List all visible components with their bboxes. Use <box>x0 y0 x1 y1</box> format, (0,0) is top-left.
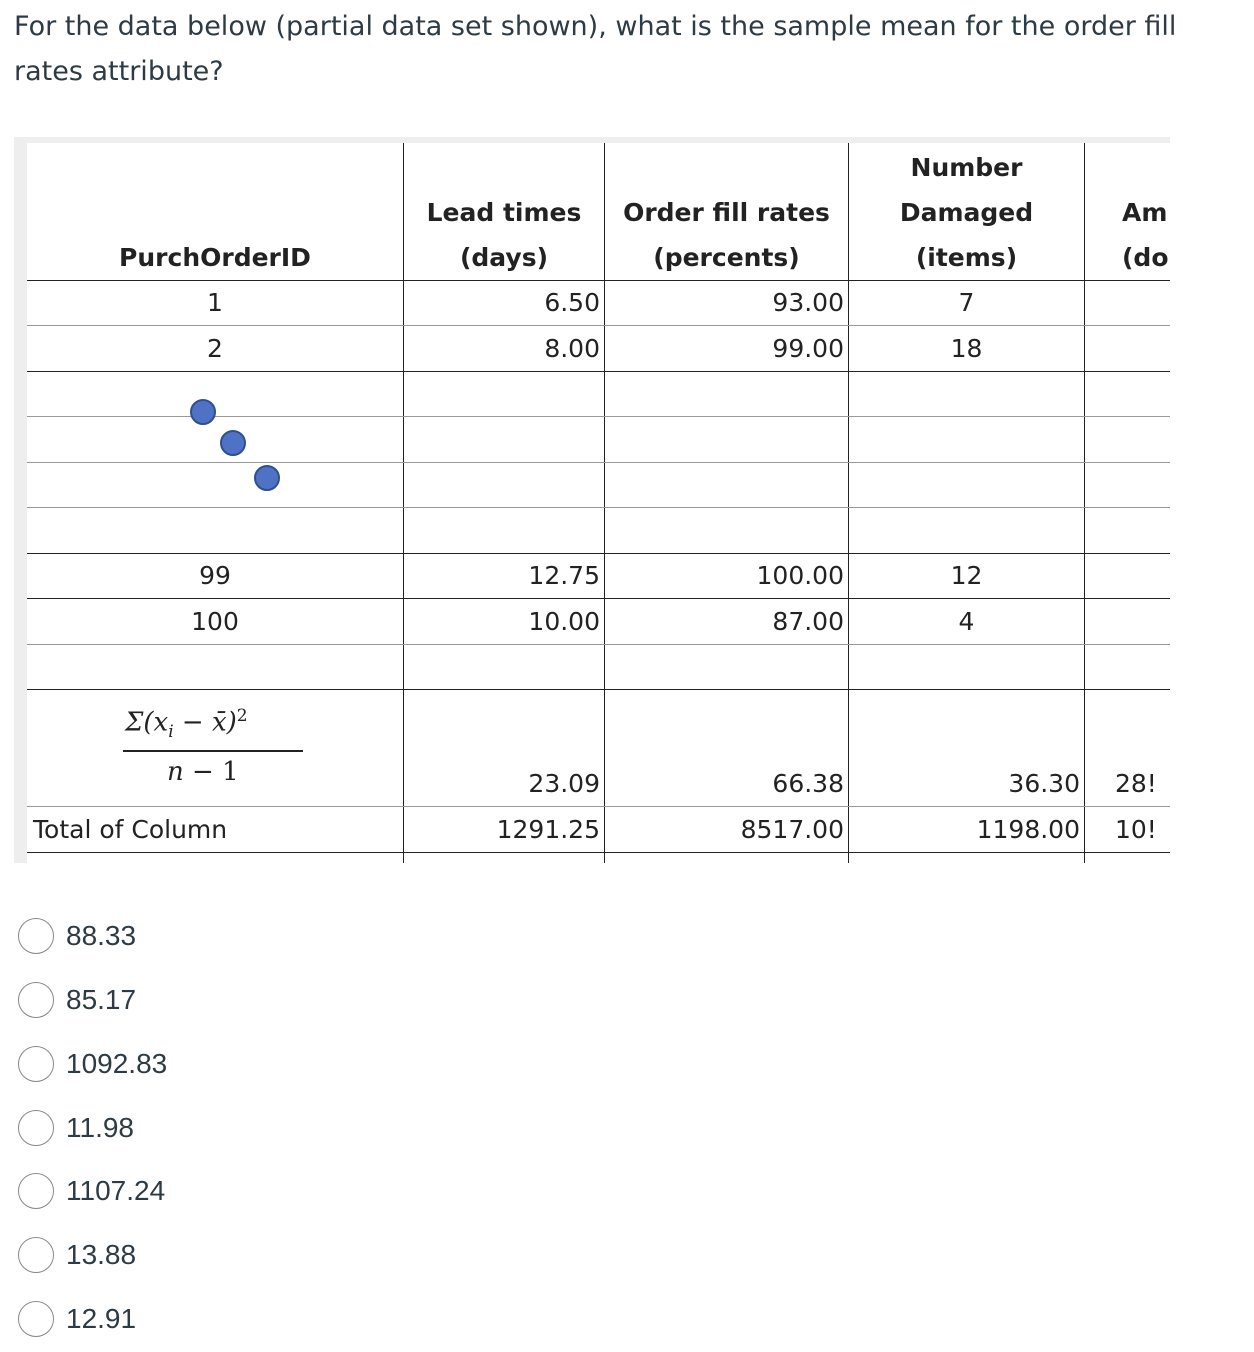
row-divider <box>27 598 1170 599</box>
radio-button[interactable] <box>18 1237 54 1273</box>
answer-option[interactable] <box>18 1166 165 1216</box>
cell-damaged: 12 <box>950 561 983 590</box>
answer-option[interactable] <box>18 1039 167 1089</box>
ellipsis-dot <box>220 430 246 456</box>
cell-fill: 87.00 <box>772 607 844 636</box>
header-order-fill-rates: Order fill rates <box>623 198 830 227</box>
answer-option-label: 13.88 <box>66 1239 137 1270</box>
answer-option[interactable] <box>18 1230 136 1280</box>
cell-damaged: 7 <box>958 288 975 317</box>
row-divider <box>27 280 1170 281</box>
row-divider <box>27 507 1170 508</box>
answer-option-label: 12.91 <box>66 1303 137 1334</box>
row-divider <box>27 644 1170 645</box>
ellipsis-dot <box>254 465 280 491</box>
radio-button[interactable] <box>18 1110 54 1146</box>
cell-lead: 8.00 <box>544 334 600 363</box>
col-divider <box>1084 143 1085 863</box>
radio-button[interactable] <box>18 918 54 954</box>
row-divider <box>27 553 1170 554</box>
cell-lead: 10.00 <box>528 607 600 636</box>
row-divider <box>27 371 1170 372</box>
variance-formula-denominator: n − 1 <box>167 757 239 787</box>
cell-lead: 12.75 <box>528 561 600 590</box>
header-lead-times: Lead times <box>426 198 582 227</box>
variance-formula-numerator: $\Sigma(x_i$ − x̄)$^2$ <box>125 706 248 742</box>
header-purchorderid: PurchOrderID <box>119 243 311 272</box>
radio-button[interactable] <box>18 982 54 1018</box>
answer-option[interactable] <box>18 975 136 1025</box>
answer-option[interactable] <box>18 1294 136 1344</box>
radio-button[interactable] <box>18 1301 54 1337</box>
row-divider <box>27 689 1170 690</box>
cell-id: 1 <box>207 288 223 317</box>
cell-id: 2 <box>207 334 223 363</box>
variance-damaged: 36.30 <box>1008 769 1080 798</box>
fraction-bar <box>123 750 303 752</box>
question-text: For the data below (partial data set shown), what is the sample mean for the order fill rates attribute? <box>14 11 1177 87</box>
answer-option-label: 11.98 <box>66 1112 134 1143</box>
ellipsis-dot <box>190 399 216 425</box>
cell-fill: 100.00 <box>756 561 844 590</box>
row-divider <box>27 462 1170 463</box>
answer-option-label: 1107.24 <box>66 1175 166 1206</box>
header-damaged: Damaged <box>899 198 1034 227</box>
cell-fill: 99.00 <box>772 334 844 363</box>
radio-button[interactable] <box>18 1173 54 1209</box>
data-table <box>14 137 1170 863</box>
cell-damaged: 18 <box>950 334 983 363</box>
row-divider <box>27 806 1170 807</box>
total-amount: 10! <box>1115 815 1157 844</box>
header-damaged-unit: (items) <box>915 243 1018 272</box>
cell-damaged: 4 <box>958 607 975 636</box>
header-lead-times-unit: (days) <box>459 243 549 272</box>
answer-option[interactable] <box>18 911 136 961</box>
total-lead: 1291.25 <box>496 815 600 844</box>
variance-fill: 66.38 <box>772 769 844 798</box>
header-order-fill-rates-unit: (percents) <box>653 243 800 272</box>
cell-lead: 6.50 <box>544 288 600 317</box>
variance-lead: 23.09 <box>528 769 600 798</box>
row-divider <box>27 852 1170 853</box>
radio-button[interactable] <box>18 1046 54 1082</box>
cell-id: 99 <box>199 561 231 590</box>
cell-id: 100 <box>191 607 239 636</box>
total-damaged: 1198.00 <box>976 815 1080 844</box>
total-label: Total of Column <box>33 815 228 844</box>
header-amount: Am <box>1122 198 1168 227</box>
header-amount-unit: (do <box>1122 243 1169 272</box>
answer-option[interactable] <box>18 1103 134 1153</box>
row-divider <box>27 325 1170 326</box>
answer-option-label: 88.33 <box>66 920 137 951</box>
total-fill: 8517.00 <box>740 815 844 844</box>
answer-option-label: 85.17 <box>66 984 137 1015</box>
cell-fill: 93.00 <box>772 288 844 317</box>
variance-amount: 28! <box>1115 769 1157 798</box>
header-number: Number <box>910 153 1023 182</box>
answer-option-label: 1092.83 <box>66 1048 168 1079</box>
